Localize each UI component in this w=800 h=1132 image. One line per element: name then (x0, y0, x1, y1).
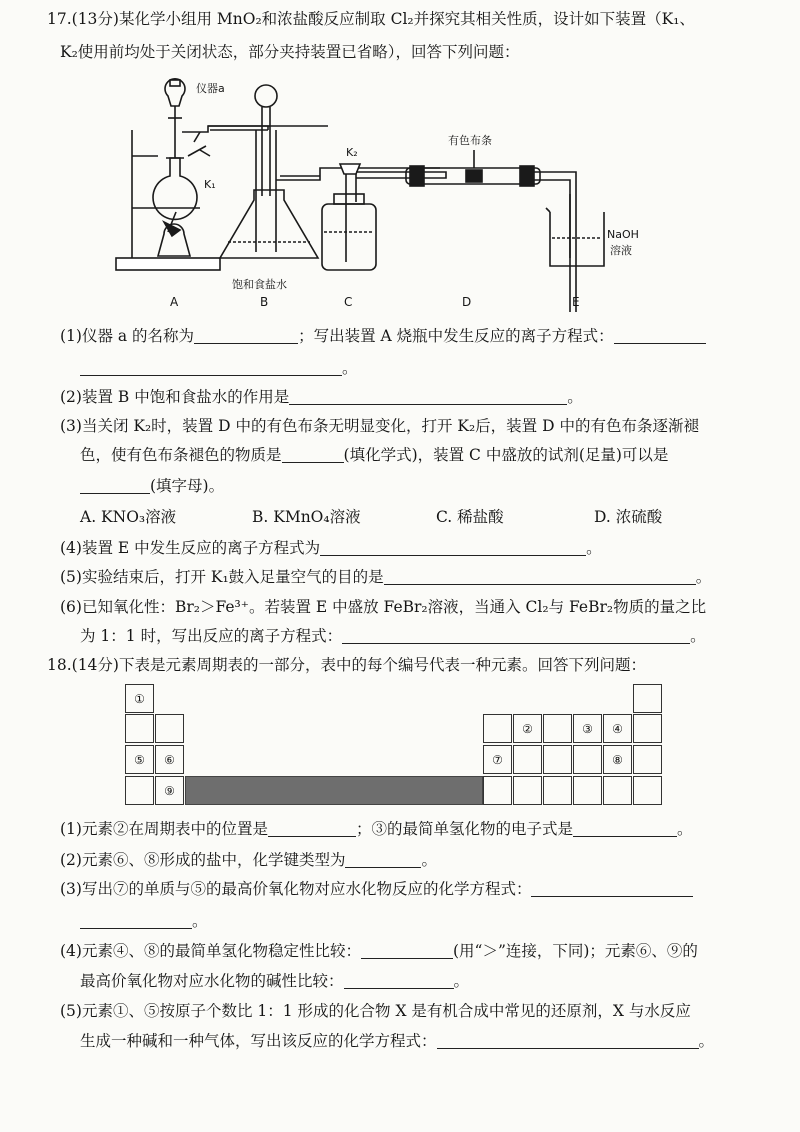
q18-p2 (60, 849, 437, 871)
empty-cell (125, 714, 154, 743)
q18-p1-text-b: ；③的最简单氢化物的电子式是 (355, 820, 573, 838)
answer-blank[interactable] (345, 851, 421, 868)
empty-cell (125, 776, 154, 805)
q18-p2-text: (2)元素⑥、⑧形成的盐中，化学键类型为 (60, 851, 346, 869)
label-k2: K₂ (346, 146, 358, 159)
q17-p3-line3 (80, 475, 224, 497)
q17-p4-text: (4)装置 E 中发生反应的离子方程式为 (60, 539, 321, 557)
q17-p1-cont (80, 357, 358, 379)
empty-cell (633, 745, 662, 774)
q18-p4-line2 (80, 970, 469, 992)
label-c: C (344, 295, 353, 309)
q18-p4 (60, 940, 698, 962)
q17-p3-text-a: 色，使有色布条褪色的物质是 (80, 446, 282, 464)
empty-cell (543, 776, 572, 805)
label-b: B (260, 295, 269, 309)
q18-p3-end: 。 (192, 912, 208, 930)
answer-blank[interactable] (437, 1032, 699, 1049)
empty-cell (633, 776, 662, 805)
element-cell-3: ③ (573, 714, 602, 743)
answer-blank[interactable] (194, 327, 298, 344)
answer-blank[interactable] (80, 359, 342, 376)
q17-p5 (60, 566, 711, 588)
element-cell-6: ⑥ (155, 745, 184, 774)
answer-blank[interactable] (320, 539, 586, 556)
q17-p2-end: 。 (567, 388, 583, 406)
element-cell-2: ② (513, 714, 542, 743)
q18-p3-text: (3)写出⑦的单质与⑤的最高价氧化物对应水化物反应的化学方程式： (60, 880, 532, 898)
empty-cell (483, 714, 512, 743)
label-solution: 溶液 (610, 244, 632, 257)
element-cell-4: ④ (603, 714, 632, 743)
empty-cell (573, 776, 602, 805)
q18-p1 (60, 818, 693, 840)
q17-p2 (60, 386, 583, 408)
q17-p4-end: 。 (586, 539, 602, 557)
q18-header: 18.(14分)下表是元素周期表的一部分，表中的每个编号代表一种元素。回答下列问题： (47, 656, 646, 674)
empty-cell (543, 745, 572, 774)
answer-blank[interactable] (573, 820, 677, 837)
q17-p3-line2 (80, 444, 668, 466)
q17-p1-text-a: (1)仪器 a 的名称为 (60, 327, 195, 345)
q18-p1-text-a: (1)元素②在周期表中的位置是 (60, 820, 268, 838)
element-cell-1: ① (125, 684, 154, 713)
q17-p5-end: 。 (695, 568, 712, 586)
q18-p1-end: 。 (676, 820, 693, 838)
label-naoh: NaOH (607, 228, 639, 241)
option-b[interactable]: B. KMnO₄溶液 (252, 508, 361, 526)
q18-p3 (60, 878, 693, 900)
element-cell-8: ⑧ (603, 745, 632, 774)
empty-cell (513, 745, 542, 774)
label-cloth: 有色布条 (448, 134, 492, 147)
q17-p1 (60, 325, 706, 347)
q17-p3-text-c: (填字母)。 (150, 477, 225, 495)
answer-blank[interactable] (80, 912, 192, 929)
apparatus-c (322, 164, 446, 270)
q17-p3-line1: (3)当关闭 K₂时，装置 D 中的有色布条无明显变化，打开 K₂后，装置 D 中的有色布条逐渐褪 (60, 417, 699, 435)
apparatus-diagram (110, 72, 670, 322)
apparatus-a (116, 79, 328, 270)
q18-p5-text: 生成一种碱和一种气体，写出该反应的化学方程式： (80, 1032, 437, 1050)
answer-blank[interactable] (361, 942, 453, 959)
element-cell-5: ⑤ (125, 745, 154, 774)
q18-p3-cont (80, 910, 208, 932)
option-c[interactable]: C. 稀盐酸 (436, 508, 504, 526)
label-e: E (572, 295, 580, 309)
answer-blank[interactable] (384, 568, 696, 585)
option-d[interactable]: D. 浓硫酸 (594, 508, 663, 526)
q18-p4-text-b: (用“＞”连接，下同)；元素⑥、⑨的 (452, 942, 698, 960)
q17-p6-text: 为 1：1 时，写出反应的离子方程式： (80, 627, 343, 645)
transition-metals-block (185, 776, 483, 805)
q18-p4-end: 。 (453, 972, 470, 990)
empty-cell (543, 714, 572, 743)
q18-p4-text-c: 最高价氧化物对应水化物的碱性比较： (80, 972, 344, 990)
label-d: D (462, 295, 472, 309)
q18-p5-end: 。 (698, 1032, 715, 1050)
empty-cell (483, 776, 512, 805)
q18-p2-end: 。 (421, 851, 437, 869)
q17-p6-line1: (6)已知氧化性：Br₂＞Fe³⁺。若装置 E 中盛放 FeBr₂溶液，当通入 Cl₂与 FeBr₂物质的量之比 (60, 598, 707, 616)
q17-header-line2: K₂使用前均处于关闭状态，部分夹持装置已省略），回答下列问题： (60, 43, 520, 61)
q17-p6-end: 。 (690, 627, 706, 645)
option-a[interactable]: A. KNO₃溶液 (80, 508, 177, 526)
q17-p6-line2 (80, 625, 706, 647)
q18-p5-line2 (80, 1030, 714, 1052)
answer-blank[interactable] (268, 820, 356, 837)
empty-cell (633, 714, 662, 743)
empty-cell (155, 714, 184, 743)
q17-p3-text-b: (填化学式)，装置 C 中盛放的试剂(足量)可以是 (343, 446, 669, 464)
answer-blank[interactable] (342, 627, 690, 644)
answer-blank[interactable] (614, 327, 706, 344)
q17-p1-end: 。 (342, 359, 358, 377)
q17-p5-text: (5)实验结束后，打开 K₁鼓入足量空气的目的是 (60, 568, 384, 586)
q17-p2-text: (2)装置 B 中饱和食盐水的作用是 (60, 388, 290, 406)
empty-cell (603, 776, 632, 805)
q18-p4-text-a: (4)元素④、⑧的最简单氢化物稳定性比较： (60, 942, 361, 960)
answer-blank[interactable] (289, 388, 567, 405)
answer-blank[interactable] (282, 446, 344, 463)
element-cell-7: ⑦ (483, 745, 512, 774)
empty-cell (513, 776, 542, 805)
empty-cell (573, 745, 602, 774)
q18-p5-line1: (5)元素①、⑤按原子个数比 1：1 形成的化合物 X 是有机合成中常见的还原剂，X 与水反应 (60, 1002, 691, 1020)
element-cell-9: ⑨ (155, 776, 184, 805)
label-instrument-a: 仪器a (196, 82, 225, 95)
q17-p1-text-b: ；写出装置 A 烧瓶中发生反应的离子方程式： (298, 327, 614, 345)
periodic-table (125, 684, 665, 806)
answer-blank[interactable] (531, 880, 693, 897)
q17-header-line1: 17.(13分)某化学小组用 MnO₂和浓盐酸反应制取 Cl₂并探究其相关性质，设计如下装置（K₁、 (47, 10, 695, 28)
label-a: A (170, 295, 179, 309)
apparatus-e (546, 194, 604, 266)
label-brine: 饱和食盐水 (232, 278, 287, 291)
label-k1: K₁ (204, 178, 216, 191)
q17-p4 (60, 537, 602, 559)
empty-cell (633, 684, 662, 713)
answer-blank[interactable] (344, 972, 454, 989)
answer-blank[interactable] (80, 477, 150, 494)
